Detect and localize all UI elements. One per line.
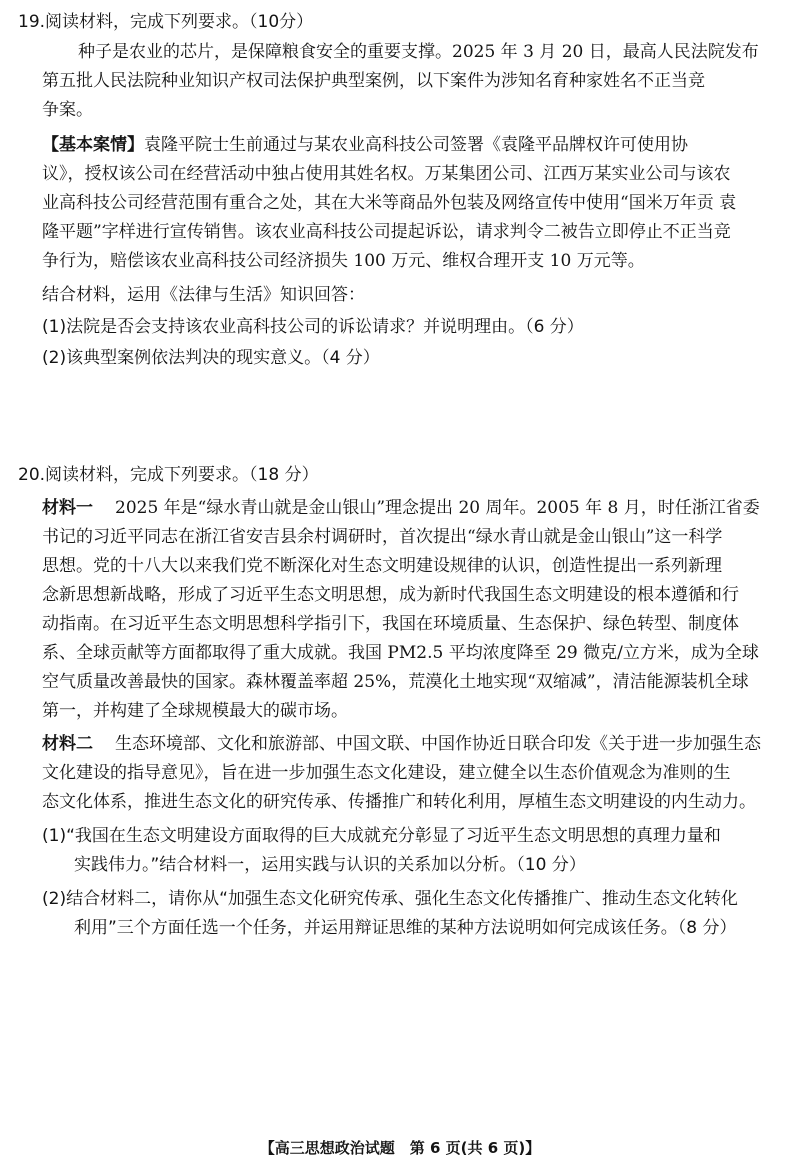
q19-prompt: 结合材料，运用《法律与生活》知识回答：	[42, 285, 365, 305]
q19-case-line: 隆平题”字样进行宣传销售。该农业高科技公司提起诉讼，请求判令二被告立即停止不正当竞	[42, 222, 731, 242]
q20-material1-line	[42, 494, 760, 522]
q19-case-line	[42, 131, 688, 159]
q20-question-1: (1)“我国在生态文明建设方面取得的巨大成就充分彰显了习近平生态文明思想的真理力量和	[42, 826, 721, 846]
q19-intro-line: 争案。	[42, 100, 93, 120]
q20-material1-line: 动指南。在习近平生态文明思想科学指引下，我国在环境质量、生态保护、绿色转型、制度体	[42, 614, 739, 634]
q20-material2-line: 文化建设的指导意见》，旨在进一步加强生态文化建设，建立健全以生态价值观念为准则的生	[42, 763, 731, 783]
q19-case-line: 议》，授权该公司在经营活动中独占使用其姓名权。万某集团公司、江西万某实业公司与该农	[42, 164, 731, 184]
q19-question-1: (1)法院是否会支持该农业高科技公司的诉讼请求？并说明理由。（6 分）	[42, 317, 584, 337]
page-footer: 【高三思想政治试题 第 6 页(共 6 页)】	[259, 1139, 541, 1157]
q20-heading: 20.阅读材料，完成下列要求。（18 分）	[18, 465, 319, 485]
q20-question-2-cont: 利用”三个方面任选一个任务，并运用辩证思维的某种方法说明如何完成该任务。（8 分）	[74, 918, 737, 938]
q19-heading: 19.阅读材料，完成下列要求。（10分）	[18, 12, 314, 32]
material2-text: 生态环境部、文化和旅游部、中国文联、中国作协近日联合印发《关于进一步加强生态	[115, 734, 761, 754]
q20-material1-line: 系、全球贡献等方面都取得了重大成就。我国 PM2.5 平均浓度降至 29 微克/立方米，成为全球	[42, 643, 759, 663]
q19-case-line: 争行为，赔偿该农业高科技公司经济损失 100 万元、维权合理开支 10 万元等。	[42, 251, 645, 271]
q19-intro-line: 种子是农业的芯片，是保障粮食安全的重要支撑。2025 年 3 月 20 日，最高人民法院发布	[78, 42, 759, 62]
q20-material1-line: 空气质量改善最快的国家。森林覆盖率超 25%，荒漠化土地实现“双缩减”，清洁能源装机全球	[42, 672, 749, 692]
case-text: 袁隆平院士生前通过与某农业高科技公司签署《袁隆平品牌权许可使用协	[144, 135, 688, 155]
q19-question-2: (2)该典型案例依法判决的现实意义。（4 分）	[42, 348, 380, 368]
q20-material1-line: 思想。党的十八大以来我们党不断深化对生态文明建设规律的认识，创造性提出一系列新理	[42, 556, 722, 576]
q19-case-line: 业高科技公司经营范围有重合之处，其在大米等商品外包装及网络宣传中使用“国米万年贡 袁	[42, 193, 737, 213]
case-label: 【基本案情】	[42, 135, 144, 155]
q20-question-2: (2)结合材料二，请你从“加强生态文化研究传承、强化生态文化传播推广、推动生态文化转化	[42, 889, 738, 909]
q20-material1-line: 第一，并构建了全球规模最大的碳市场。	[42, 701, 348, 721]
q20-material1-line: 念新思想新战略，形成了习近平生态文明思想，成为新时代我国生态文明建设的根本遵循和行	[42, 585, 739, 605]
material1-text: 2025 年是“绿水青山就是金山银山”理念提出 20 周年。2005 年 8 月，时任浙江省委	[115, 498, 760, 518]
q19-intro-line: 第五批人民法院种业知识产权司法保护典型案例，以下案件为涉知名育种家姓名不正当竞	[42, 71, 705, 91]
q20-material2-line	[42, 730, 761, 758]
q20-question-1-cont: 实践伟力。”结合材料一，运用实践与认识的关系加以分析。（10 分）	[74, 855, 586, 875]
material2-label: 材料二	[42, 734, 93, 754]
q20-material2-line: 态文化体系，推进生态文化的研究传承、传播推广和转化利用，厚植生态文明建设的内生动力。	[42, 792, 756, 812]
material1-label: 材料一	[42, 498, 93, 518]
q20-material1-line: 书记的习近平同志在浙江省安吉县余村调研时，首次提出“绿水青山就是金山银山”这一科学	[42, 527, 723, 547]
